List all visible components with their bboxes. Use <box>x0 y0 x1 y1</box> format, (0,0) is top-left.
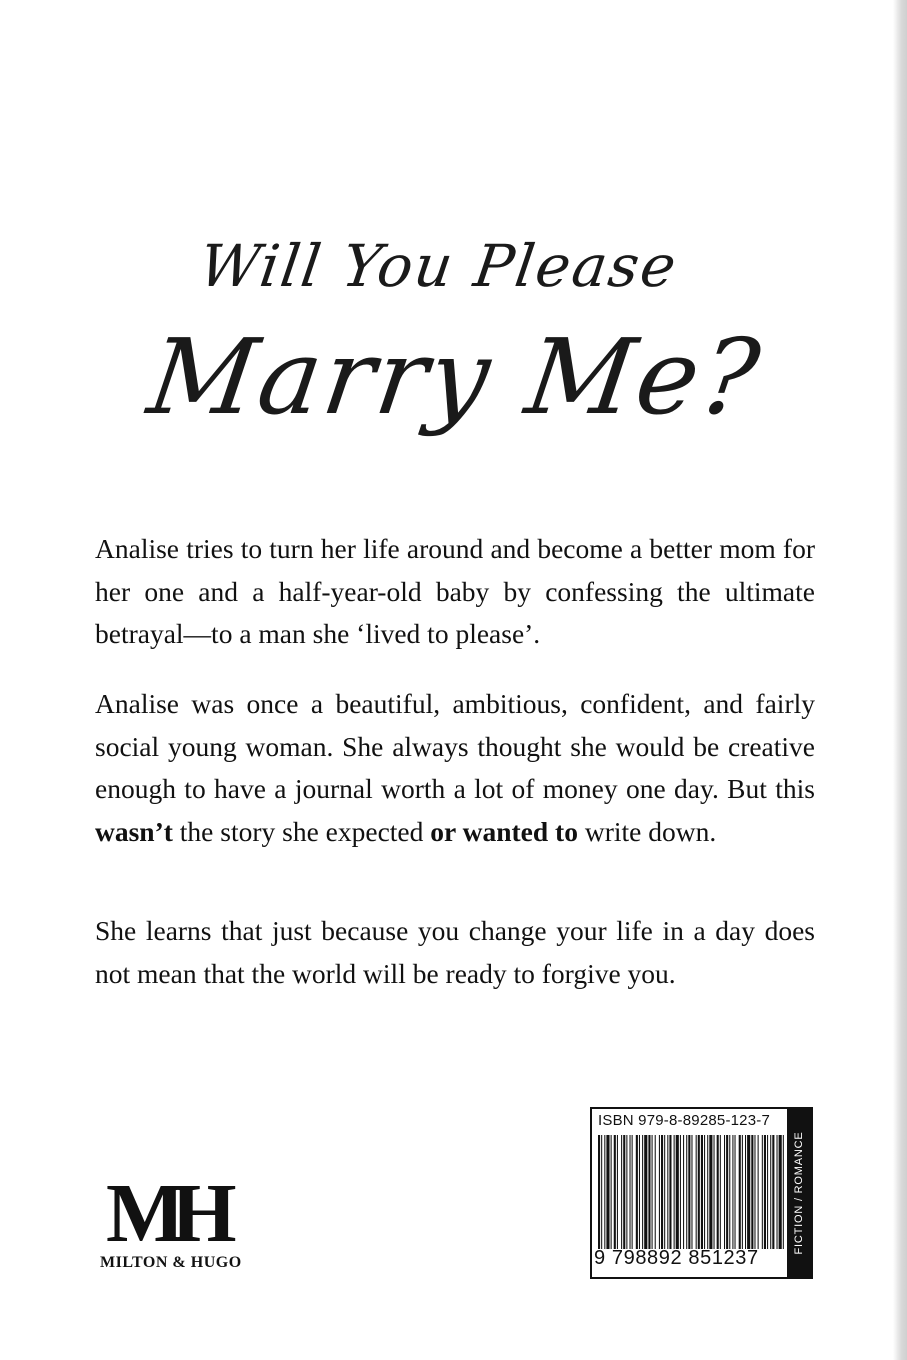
barcode-bar <box>648 1135 650 1249</box>
barcode-bar <box>779 1135 782 1249</box>
barcode-bar <box>621 1135 622 1249</box>
barcode-bar <box>639 1135 640 1249</box>
barcode-bar <box>726 1135 728 1249</box>
barcode-bar <box>661 1135 663 1249</box>
barcode-bar <box>701 1135 703 1249</box>
barcode-bar <box>642 1135 643 1249</box>
barcode-bar <box>604 1135 605 1249</box>
barcode-bar <box>680 1135 681 1249</box>
barcode-bar <box>764 1135 766 1249</box>
title-line-2: Marry Me? <box>141 316 770 438</box>
isbn-barcode <box>590 1107 791 1279</box>
barcode-bars <box>598 1135 784 1249</box>
barcode-bar <box>709 1135 712 1249</box>
blurb-paragraph-2-part-1: Analise was once a beautiful, ambitious, confident, and fairly social young woman. She always thought she would be creative enough to have a journal worth a lot of money one day. But this <box>95 688 815 804</box>
barcode-bar <box>770 1135 771 1249</box>
barcode-bar <box>598 1135 600 1249</box>
barcode-bar <box>626 1135 627 1249</box>
barcode-bar <box>707 1135 708 1249</box>
blurb-paragraph-2-part-2: the story she expected <box>172 815 431 847</box>
barcode-bar <box>632 1135 633 1249</box>
barcode-bar <box>601 1135 602 1249</box>
blurb-paragraph-2-bold-1: wasn’t <box>95 815 173 847</box>
barcode-bar <box>745 1135 746 1249</box>
barcode-bar <box>704 1135 705 1249</box>
barcode-bar <box>742 1135 743 1249</box>
barcode-bar <box>717 1135 719 1249</box>
genre-label: FICTION / ROMANCE <box>793 1131 805 1255</box>
barcode-bar <box>747 1135 750 1249</box>
barcode-bar <box>644 1135 647 1249</box>
barcode-bar <box>617 1135 618 1249</box>
blurb-paragraph-2-bold-2: or wanted to <box>430 815 578 847</box>
barcode-bar <box>674 1135 675 1249</box>
barcode-bar <box>686 1135 687 1249</box>
barcode-bar <box>652 1135 653 1249</box>
barcode-bar <box>751 1135 753 1249</box>
barcode-bar <box>754 1135 755 1249</box>
barcode-bar <box>606 1135 609 1249</box>
barcode-bar <box>636 1135 638 1249</box>
blurb-paragraph-1: Analise tries to turn her life around and become a better mom for her one and a half-year-old baby by confessing the ultimate betrayal—to a man she ‘lived to please’. <box>95 533 815 649</box>
barcode-bar <box>772 1135 774 1249</box>
publisher-logo-mark: MH <box>106 1167 223 1260</box>
barcode-bar <box>655 1135 656 1249</box>
isbn-label: ISBN 979-8-89285-123-7 <box>598 1112 771 1129</box>
barcode-bar <box>669 1135 671 1249</box>
barcode-bar <box>783 1135 784 1249</box>
barcode-bar <box>698 1135 700 1249</box>
blurb-paragraph-3: She learns that just because you change your life in a day does not mean that the world will be ready to forgive you. <box>95 915 815 989</box>
barcode-bar <box>688 1135 690 1249</box>
barcode-bar <box>724 1135 725 1249</box>
barcode-bar <box>676 1135 679 1249</box>
barcode-bar <box>758 1135 759 1249</box>
barcode-bar <box>735 1135 736 1249</box>
barcode-bar <box>732 1135 733 1249</box>
page-edge-shadow <box>893 0 907 1360</box>
barcode-bar <box>667 1135 668 1249</box>
barcode-bar <box>739 1135 741 1249</box>
barcode-bar <box>623 1135 625 1249</box>
publisher-logo <box>100 1167 260 1272</box>
barcode-bar <box>714 1135 715 1249</box>
barcode-bar <box>614 1135 616 1249</box>
genre-strip <box>787 1107 813 1279</box>
blurb-paragraph-2-part-3: write down. <box>577 815 717 847</box>
ean-digits: 9 798892 851237 <box>594 1247 759 1269</box>
barcode-bar <box>777 1135 778 1249</box>
barcode-bar <box>664 1135 665 1249</box>
barcode-bar <box>729 1135 730 1249</box>
title-line-1: Will You Please <box>195 232 682 300</box>
barcode-bar <box>720 1135 721 1249</box>
barcode-bar <box>630 1135 631 1249</box>
barcode-bar <box>611 1135 612 1249</box>
publisher-name: MILTON & HUGO <box>100 1254 242 1271</box>
blurb-paragraph-2 <box>95 683 815 853</box>
barcode-bar <box>767 1135 768 1249</box>
barcode-bar <box>683 1135 684 1249</box>
barcode-bar <box>691 1135 692 1249</box>
barcode-bar <box>696 1135 697 1249</box>
barcode-bar <box>762 1135 763 1249</box>
barcode-bar <box>659 1135 660 1249</box>
